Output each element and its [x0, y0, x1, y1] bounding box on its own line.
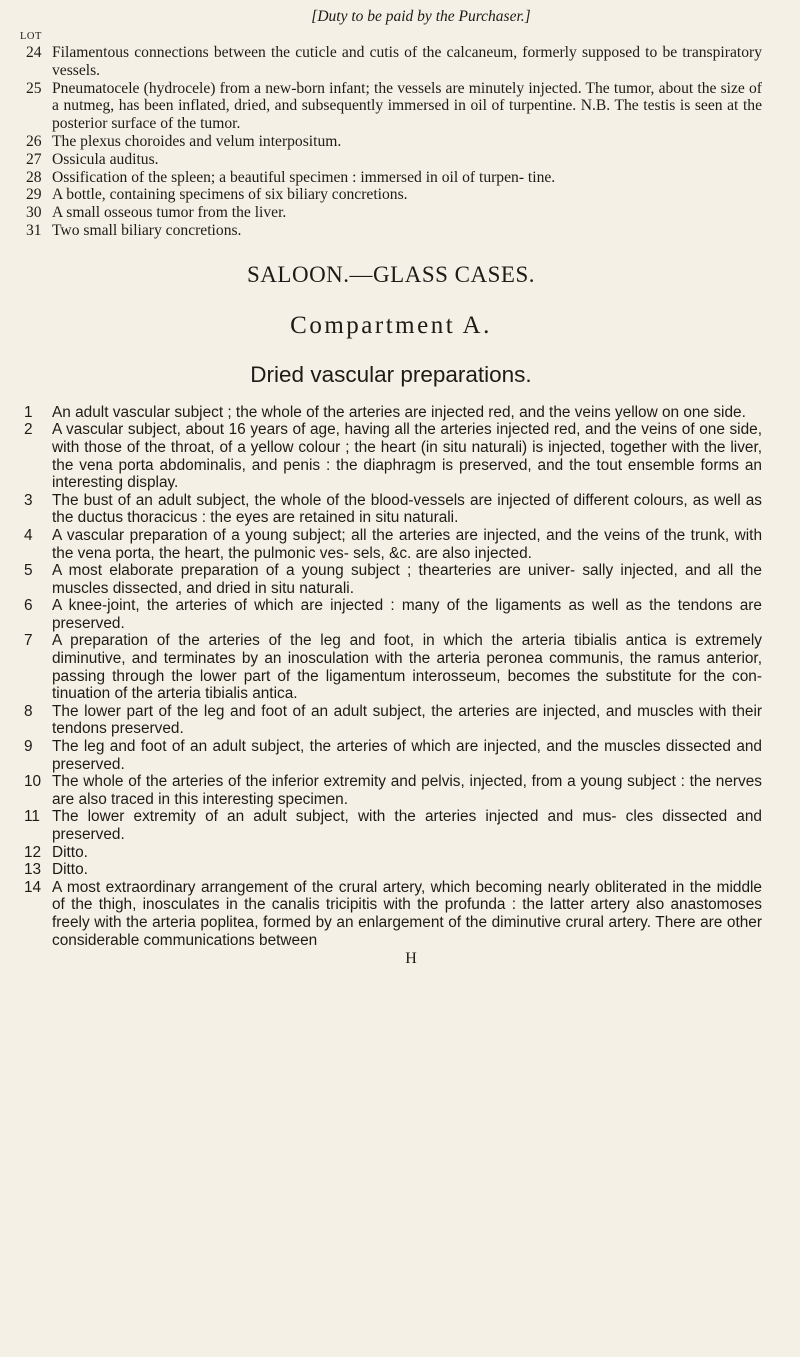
- lot-number: 6: [24, 597, 33, 615]
- lot-description: Ditto.: [52, 843, 88, 861]
- list-item: [20, 738, 762, 773]
- lot-description: The lower extremity of an adult subject, with the arteries injected and mus- cles dissected and preserved.: [52, 808, 762, 844]
- lot-description: A vascular preparation of a young subject; all the arteries are injected, and the veins of the trunk, with the vena porta, the heart, the pulmonic ves- sels, &c. are also injected.: [52, 526, 762, 562]
- list-item: [20, 204, 762, 222]
- lot-description: Ossification of the spleen; a beautiful specimen : immersed in oil of turpen- tine.: [52, 168, 556, 186]
- lot-number: 28: [26, 168, 42, 186]
- lot-description: Ditto.: [52, 861, 88, 879]
- list-item: [20, 632, 762, 702]
- lot-description: A most extraordinary arrangement of the crural artery, which becoming nearly obliterated in the middle of the thigh, inosculates in the canalis tricipitis with the profunda : the latter artery also anastomoses freely with the arteria poplitea, formed by an enlargement of the diminutive crural artery. There are other considerable communications between: [52, 878, 762, 949]
- subheading: Dried vascular preparations.: [250, 361, 532, 387]
- lot-number: 12: [24, 843, 42, 861]
- lot-description: The plexus choroides and velum interpositum.: [52, 132, 342, 150]
- lot-number: 8: [24, 702, 33, 720]
- lot-description: The whole of the arteries of the inferior extremity and pelvis, injected, from a young subject : the nerves are also traced in this interesting specimen.: [52, 773, 762, 808]
- list-item: [20, 404, 762, 422]
- lot-number: 27: [26, 150, 42, 168]
- list-item: [20, 80, 762, 133]
- list-item: [20, 861, 762, 879]
- lot-number: 2: [24, 421, 33, 439]
- compartment-title: Compartment A.: [290, 311, 492, 339]
- lot-description: A small osseous tumor from the liver.: [52, 204, 287, 222]
- lot-description: A bottle, containing specimens of six biliary concretions.: [52, 186, 408, 204]
- list-item: [20, 527, 762, 562]
- list-item: [20, 492, 762, 527]
- lot-number: 7: [24, 632, 33, 650]
- list-item: [20, 844, 762, 862]
- lot-number: 24: [26, 44, 42, 61]
- section-title: SALOON.—GLASS CASES.: [247, 261, 535, 287]
- lot-description: A vascular subject, about 16 years of age, having all the arteries injected red, and the veins of one side, with those of the throat, of a yellow colour ; the heart (in situ naturali) is injected, together with the liver, the vena porta abdominalis, and penis : the diaphragm is preserved, and the tout ensemble forms an interesting display.: [52, 421, 762, 492]
- list-item: [20, 421, 762, 491]
- list-item: [20, 597, 762, 632]
- lot-number: 11: [24, 808, 40, 826]
- lot-number: 30: [26, 204, 42, 222]
- entry-list: [20, 404, 762, 949]
- list-item: [20, 879, 762, 949]
- signature-mark: H: [405, 950, 417, 968]
- list-item: [20, 222, 762, 240]
- lot-number: 10: [24, 773, 42, 791]
- lot-number: 31: [26, 221, 42, 239]
- list-item: [20, 808, 762, 843]
- lot-description: The lower part of the leg and foot of an adult subject, the arteries are injected, and muscles with their tendons preserved.: [52, 702, 762, 738]
- lot-number: 26: [26, 132, 42, 150]
- lot-description: A most elaborate preparation of a young subject ; thearteries are univer- sally injected, and all the muscles dissected, and dried in situ naturali.: [52, 562, 762, 597]
- lot-number: 4: [24, 526, 33, 544]
- list-item: [20, 151, 762, 169]
- list-item: [20, 169, 762, 187]
- lot-number: 25: [26, 79, 42, 97]
- list-item: [20, 186, 762, 204]
- lot-description: Two small biliary concretions.: [52, 221, 242, 239]
- lot-number: 14: [24, 878, 42, 896]
- lot-number: 9: [24, 738, 33, 756]
- list-item: [20, 562, 762, 597]
- list-item: [20, 133, 762, 151]
- lot-number: 3: [24, 491, 33, 509]
- list-item: [20, 44, 762, 80]
- lot-description: An adult vascular subject ; the whole of the arteries are injected red, and the veins yellow on one side.: [52, 403, 746, 421]
- top-entry-list: [20, 44, 762, 240]
- lot-description: Filamentous connections between the cuticle and cutis of the calcaneum, formerly supposed to be transpiratory vessels.: [52, 44, 762, 79]
- lot-description: The bust of an adult subject, the whole of the blood-vessels are injected of different colours, as well as the ductus thoracicus : the eyes are retained in situ naturali.: [52, 491, 762, 527]
- list-item: [20, 773, 762, 808]
- lot-number: 5: [24, 562, 33, 580]
- list-item: [20, 703, 762, 738]
- lot-number: 13: [24, 861, 42, 879]
- lot-number: 1: [24, 403, 33, 421]
- lot-description: Ossicula auditus.: [52, 150, 159, 168]
- running-header: [Duty to be paid by the Purchaser.]: [311, 8, 531, 25]
- lot-description: Pneumatocele (hydrocele) from a new-born infant; the vessels are minutely injected. The tumor, about the size of a nutmeg, has been inflated, dried, and subsequently immersed in oil of turpentine. N.B. The testis is seen at the posterior surface of the tumor.: [52, 79, 762, 133]
- lot-description: A knee-joint, the arteries of which are injected : many of the ligaments as well as the tendons are preserved.: [52, 597, 762, 632]
- lot-description: A preparation of the arteries of the leg and foot, in which the arteria tibialis antica is extremely diminutive, and terminates by an inosculation with the arteria peronea communis, the ramus anterior, passing through the lower part of the ligamentum interosseum, becomes the substitute for the con- tinuation of the arteria tibialis antica.: [52, 632, 762, 703]
- lot-number: 29: [26, 186, 42, 204]
- lot-column-label: LOT: [20, 31, 42, 42]
- lot-description: The leg and foot of an adult subject, the arteries of which are injected, and the muscles dissected and preserved.: [52, 738, 762, 773]
